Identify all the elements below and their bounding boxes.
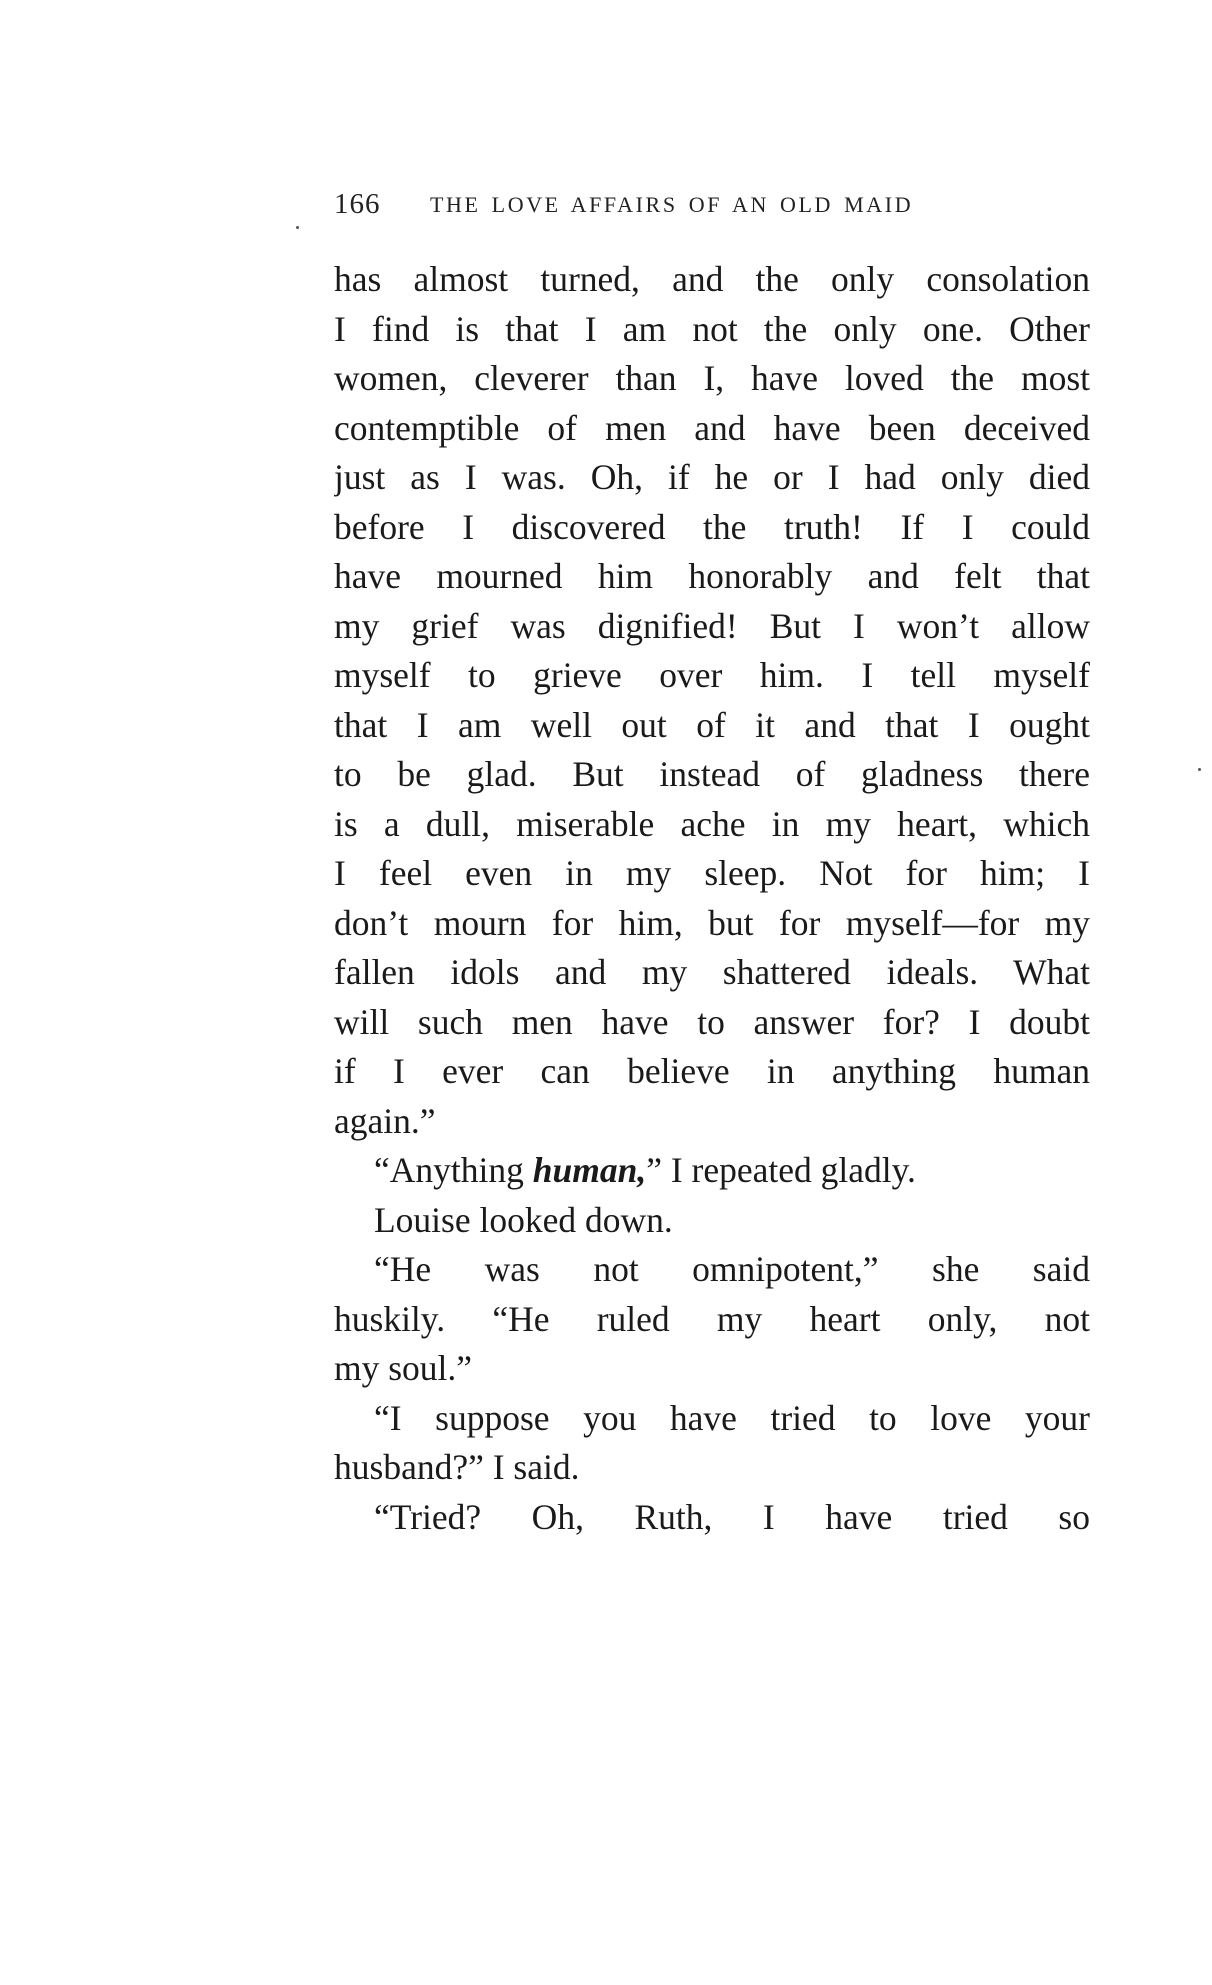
- text-line: has almost turned, and the only consolation: [334, 259, 1090, 299]
- text-line: don’t mourn for him, but for myself—for my: [334, 902, 1090, 943]
- text-line: again.”: [334, 1100, 436, 1141]
- text-line: contemptible of men and have been deceived: [334, 407, 1090, 448]
- dialogue-line: “He was not omnipotent,” she said: [374, 1249, 1090, 1289]
- dialogue-line: husband?” I said.: [334, 1447, 580, 1487]
- text-line: will such men have to answer for? I doubt: [334, 1001, 1090, 1042]
- ink-speck: [296, 226, 299, 229]
- anything-before: “Anything: [374, 1150, 533, 1190]
- text-line: I find is that I am not the only one. Other: [334, 308, 1090, 349]
- text-line: is a dull, miserable ache in my heart, which: [334, 803, 1090, 844]
- dialogue-line: huskily. “He ruled my heart only, not: [334, 1298, 1090, 1339]
- text-line: myself to grieve over him. I tell myself: [334, 655, 1090, 695]
- text-line: to be glad. But instead of gladness there: [334, 754, 1090, 794]
- text-line: just as I was. Oh, if he or I had only died: [334, 457, 1090, 497]
- dialogue-line: “I suppose you have tried to love your: [374, 1397, 1090, 1438]
- text-line: before I discovered the truth! If I could: [334, 506, 1090, 547]
- body-text: [334, 255, 1090, 1542]
- dialogue-line: “Tried? Oh, Ruth, I have tried so: [374, 1496, 1090, 1537]
- narration-line: Louise looked down.: [374, 1199, 673, 1240]
- text-line: if I ever can believe in anything human: [334, 1051, 1090, 1091]
- italic-word: human,: [532, 1150, 647, 1190]
- text-line: have mourned him honorably and felt that: [334, 556, 1090, 596]
- dialogue-line: my soul.”: [334, 1348, 473, 1388]
- text-line: women, cleverer than I, have loved the most: [334, 358, 1090, 398]
- running-title: THE LOVE AFFAIRS OF AN OLD MAID: [430, 192, 914, 217]
- text-line: that I am well out of it and that I ought: [334, 704, 1090, 745]
- running-head: [334, 188, 1090, 228]
- page-number: 166: [334, 188, 381, 220]
- ink-speck: [1198, 768, 1201, 771]
- anything-after: ” I repeated gladly.: [646, 1150, 916, 1190]
- dialogue-line-anything: [334, 1146, 1090, 1196]
- text-line: fallen idols and my shattered ideals. What: [334, 952, 1090, 992]
- text-line: my grief was dignified! But I won’t allow: [334, 605, 1090, 646]
- text-line: I feel even in my sleep. Not for him; I: [334, 853, 1090, 893]
